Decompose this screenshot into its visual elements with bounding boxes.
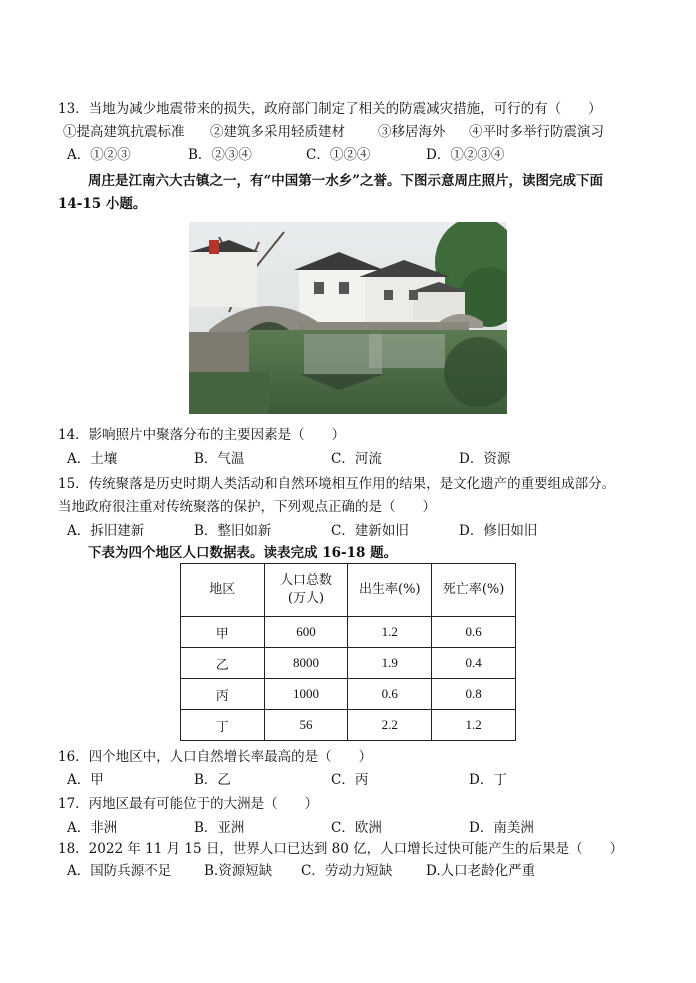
cell-population: 56 bbox=[264, 710, 348, 741]
cell-death-rate: 0.4 bbox=[432, 648, 516, 679]
q16-option-a: A．甲 bbox=[67, 772, 104, 788]
q18-option-a: A．国防兵源不足 bbox=[67, 863, 172, 879]
cell-birth-rate: 1.9 bbox=[348, 648, 432, 679]
table-row bbox=[181, 617, 516, 648]
cell-region: 甲 bbox=[181, 617, 265, 648]
q13-option-d: D．①②③④ bbox=[426, 147, 505, 163]
q18-stem: 18．2022 年 11 月 15 日，世界人口已达到 80 亿，人口增长过快可能产生的后果是（ ） bbox=[58, 841, 624, 857]
header-region: 地区 bbox=[181, 564, 265, 617]
population-table bbox=[180, 563, 516, 741]
q14-option-b: B．气温 bbox=[194, 451, 245, 467]
q13-stem: 13．当地为减少地震带来的损失，政府部门制定了相关的防震减灾措施，可行的有（ ） bbox=[58, 101, 602, 117]
cell-birth-rate: 2.2 bbox=[348, 710, 432, 741]
cell-population: 8000 bbox=[264, 648, 348, 679]
cell-death-rate: 1.2 bbox=[432, 710, 516, 741]
q13-option-a: A．①②③ bbox=[67, 147, 131, 163]
q14-option-a: A．土壤 bbox=[67, 451, 118, 467]
header-population bbox=[264, 564, 348, 617]
q18-option-c: C．劳动力短缺 bbox=[301, 863, 393, 879]
q15-stem-line1: 15．传统聚落是历史时期人类活动和自然环境相互作用的结果，是文化遗产的重要组成部分。 bbox=[58, 476, 616, 492]
q15-option-c: C．建新如旧 bbox=[331, 523, 409, 539]
cell-population: 600 bbox=[264, 617, 348, 648]
q14-stem: 14．影响照片中聚落分布的主要因素是（ ） bbox=[58, 427, 346, 443]
q13-item-4: ④平时多举行防震演习 bbox=[469, 124, 604, 140]
q17-option-c: C．欧洲 bbox=[331, 820, 382, 836]
q14-option-d: D．资源 bbox=[459, 451, 511, 467]
q17-option-a: A．非洲 bbox=[67, 820, 118, 836]
q16-stem: 16．四个地区中，人口自然增长率最高的是（ ） bbox=[58, 749, 373, 765]
header-population-line1: 人口总数 bbox=[279, 573, 332, 588]
q17-option-b: B．亚洲 bbox=[194, 820, 245, 836]
q18-option-d: D.人口老龄化严重 bbox=[426, 863, 536, 879]
q13-option-b: B．②③④ bbox=[188, 147, 252, 163]
q18-option-b: B.资源短缺 bbox=[204, 863, 273, 879]
q16-option-c: C．丙 bbox=[331, 772, 369, 788]
q15-option-b: B．整旧如新 bbox=[194, 523, 272, 539]
header-death-rate: 死亡率(%) bbox=[432, 564, 516, 617]
cell-death-rate: 0.6 bbox=[432, 617, 516, 648]
intro-14-15-line2: 14-15 小题。 bbox=[58, 196, 147, 212]
header-birth-rate: 出生率(%) bbox=[348, 564, 432, 617]
q13-item-2: ②建筑多采用轻质建材 bbox=[210, 124, 345, 140]
header-population-line2: (万人) bbox=[287, 591, 325, 606]
cell-birth-rate: 1.2 bbox=[348, 617, 432, 648]
cell-population: 1000 bbox=[264, 679, 348, 710]
q15-stem-line2: 当地政府很注重对传统聚落的保护，下列观点正确的是（ ） bbox=[58, 499, 436, 515]
table-row bbox=[181, 710, 516, 741]
table-row bbox=[181, 648, 516, 679]
cell-region: 丙 bbox=[181, 679, 265, 710]
intro-16-18: 下表为四个地区人口数据表。读表完成 16-18 题。 bbox=[88, 545, 398, 561]
cell-death-rate: 0.8 bbox=[432, 679, 516, 710]
q16-option-b: B．乙 bbox=[194, 772, 231, 788]
cell-region: 乙 bbox=[181, 648, 265, 679]
q14-option-c: C．河流 bbox=[331, 451, 382, 467]
intro-14-15-line1: 周庄是江南六大古镇之一，有“中国第一水乡”之誉。下图示意周庄照片，读图完成下面 bbox=[88, 173, 604, 189]
q13-item-3: ③移居海外 bbox=[378, 124, 446, 140]
q15-option-d: D．修旧如旧 bbox=[459, 523, 538, 539]
cell-region: 丁 bbox=[181, 710, 265, 741]
q15-option-a: A．拆旧建新 bbox=[67, 523, 145, 539]
zhouzhuang-photo bbox=[189, 222, 507, 414]
table-header-row bbox=[181, 564, 516, 617]
q17-option-d: D．南美洲 bbox=[469, 820, 534, 836]
q13-option-c: C．①②④ bbox=[306, 147, 371, 163]
q13-item-1: ①提高建筑抗震标准 bbox=[63, 124, 185, 140]
q17-stem: 17．丙地区最有可能位于的大洲是（ ） bbox=[58, 796, 319, 812]
q16-option-d: D．丁 bbox=[469, 772, 507, 788]
table-row bbox=[181, 679, 516, 710]
cell-birth-rate: 0.6 bbox=[348, 679, 432, 710]
